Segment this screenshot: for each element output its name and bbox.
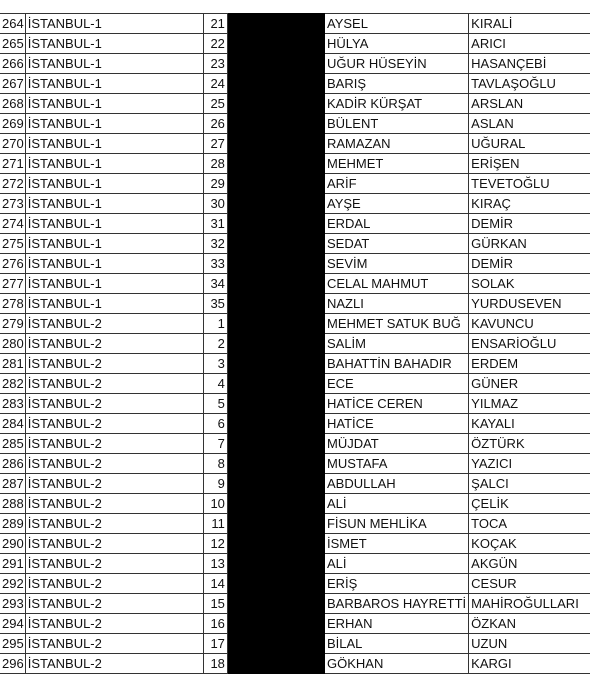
list-order-cell: 33	[204, 254, 228, 274]
last-name-cell: HASANÇEBİ	[469, 54, 590, 74]
redacted-cell	[227, 274, 324, 294]
redacted-cell	[227, 554, 324, 574]
list-order-cell: 16	[204, 614, 228, 634]
redacted-cell	[227, 94, 324, 114]
last-name-cell: SOLAK	[469, 274, 590, 294]
redacted-cell	[227, 14, 324, 34]
last-name-cell: ENSARİOĞLU	[469, 334, 590, 354]
list-order-cell: 34	[204, 274, 228, 294]
first-name-cell: AYSEL	[324, 14, 468, 34]
last-name-cell: GÜNER	[469, 374, 590, 394]
province-cell: İSTANBUL-2	[25, 574, 204, 594]
table-row	[0, 594, 590, 614]
row-number-cell: 282	[0, 374, 25, 394]
first-name-cell: MUSTAFA	[324, 454, 468, 474]
first-name-cell: MEHMET	[324, 154, 468, 174]
redacted-cell	[227, 334, 324, 354]
province-cell: İSTANBUL-1	[25, 54, 204, 74]
first-name-cell: AYŞE	[324, 194, 468, 214]
province-cell: İSTANBUL-1	[25, 94, 204, 114]
table-row	[0, 614, 590, 634]
redacted-cell	[227, 414, 324, 434]
list-order-cell: 9	[204, 474, 228, 494]
last-name-cell: YILMAZ	[469, 394, 590, 414]
table-row	[0, 314, 590, 334]
list-order-cell: 7	[204, 434, 228, 454]
table-row	[0, 234, 590, 254]
list-order-cell: 15	[204, 594, 228, 614]
table-row	[0, 434, 590, 454]
province-cell: İSTANBUL-1	[25, 294, 204, 314]
table-row	[0, 34, 590, 54]
province-cell: İSTANBUL-1	[25, 154, 204, 174]
table-row	[0, 274, 590, 294]
first-name-cell: HÜLYA	[324, 34, 468, 54]
last-name-cell: ASLAN	[469, 114, 590, 134]
province-cell: İSTANBUL-2	[25, 374, 204, 394]
row-number-cell: 272	[0, 174, 25, 194]
province-cell: İSTANBUL-1	[25, 14, 204, 34]
list-order-cell: 11	[204, 514, 228, 534]
first-name-cell: BAHATTİN BAHADIR	[324, 354, 468, 374]
list-order-cell: 25	[204, 94, 228, 114]
first-name-cell: ERDAL	[324, 214, 468, 234]
redacted-cell	[227, 614, 324, 634]
list-order-cell: 4	[204, 374, 228, 394]
last-name-cell: CESUR	[469, 574, 590, 594]
province-cell: İSTANBUL-2	[25, 634, 204, 654]
redacted-cell	[227, 454, 324, 474]
first-name-cell: ERİŞ	[324, 574, 468, 594]
row-number-cell: 289	[0, 514, 25, 534]
row-number-cell: 285	[0, 434, 25, 454]
province-cell: İSTANBUL-2	[25, 554, 204, 574]
row-number-cell: 294	[0, 614, 25, 634]
redacted-cell	[227, 374, 324, 394]
last-name-cell: ÇELİK	[469, 494, 590, 514]
province-cell: İSTANBUL-1	[25, 74, 204, 94]
row-number-cell: 267	[0, 74, 25, 94]
row-number-cell: 290	[0, 534, 25, 554]
list-order-cell: 23	[204, 54, 228, 74]
last-name-cell: KARGI	[469, 654, 590, 674]
row-number-cell: 271	[0, 154, 25, 174]
province-cell: İSTANBUL-2	[25, 654, 204, 674]
row-number-cell: 269	[0, 114, 25, 134]
first-name-cell: SEVİM	[324, 254, 468, 274]
first-name-cell: HATİCE CEREN	[324, 394, 468, 414]
province-cell: İSTANBUL-2	[25, 454, 204, 474]
last-name-cell: UĞURAL	[469, 134, 590, 154]
first-name-cell: BARIŞ	[324, 74, 468, 94]
first-name-cell: FİSUN MEHLİKA	[324, 514, 468, 534]
redacted-cell	[227, 474, 324, 494]
row-number-cell: 268	[0, 94, 25, 114]
redacted-cell	[227, 114, 324, 134]
province-cell: İSTANBUL-2	[25, 314, 204, 334]
list-order-cell: 8	[204, 454, 228, 474]
last-name-cell: UZUN	[469, 634, 590, 654]
redacted-cell	[227, 434, 324, 454]
first-name-cell: MEHMET SATUK BUĞ	[324, 314, 468, 334]
last-name-cell: AKGÜN	[469, 554, 590, 574]
redacted-cell	[227, 34, 324, 54]
redacted-cell	[227, 494, 324, 514]
redacted-cell	[227, 54, 324, 74]
list-order-cell: 6	[204, 414, 228, 434]
table-body	[0, 14, 590, 674]
last-name-cell: ÖZTÜRK	[469, 434, 590, 454]
last-name-cell: TOCA	[469, 514, 590, 534]
row-number-cell: 279	[0, 314, 25, 334]
redacted-cell	[227, 294, 324, 314]
redacted-cell	[227, 154, 324, 174]
table-row	[0, 554, 590, 574]
table-row	[0, 214, 590, 234]
list-order-cell: 31	[204, 214, 228, 234]
list-order-cell: 27	[204, 134, 228, 154]
list-order-cell: 28	[204, 154, 228, 174]
table-row	[0, 534, 590, 554]
row-number-cell: 281	[0, 354, 25, 374]
first-name-cell: RAMAZAN	[324, 134, 468, 154]
list-order-cell: 24	[204, 74, 228, 94]
last-name-cell: YAZICI	[469, 454, 590, 474]
row-number-cell: 296	[0, 654, 25, 674]
row-number-cell: 292	[0, 574, 25, 594]
table-row	[0, 454, 590, 474]
last-name-cell: KAYALI	[469, 414, 590, 434]
last-name-cell: KIRAÇ	[469, 194, 590, 214]
row-number-cell: 276	[0, 254, 25, 274]
row-number-cell: 283	[0, 394, 25, 414]
table-row	[0, 294, 590, 314]
list-order-cell: 2	[204, 334, 228, 354]
first-name-cell: BÜLENT	[324, 114, 468, 134]
table-row	[0, 94, 590, 114]
redacted-cell	[227, 534, 324, 554]
redacted-cell	[227, 654, 324, 674]
row-number-cell: 273	[0, 194, 25, 214]
list-order-cell: 18	[204, 654, 228, 674]
table-row	[0, 194, 590, 214]
row-number-cell: 288	[0, 494, 25, 514]
redacted-cell	[227, 594, 324, 614]
province-cell: İSTANBUL-1	[25, 194, 204, 214]
province-cell: İSTANBUL-1	[25, 254, 204, 274]
last-name-cell: ŞALCI	[469, 474, 590, 494]
table-row	[0, 14, 590, 34]
row-number-cell: 264	[0, 14, 25, 34]
row-number-cell: 266	[0, 54, 25, 74]
table-row	[0, 354, 590, 374]
row-number-cell: 293	[0, 594, 25, 614]
table-row	[0, 174, 590, 194]
redacted-cell	[227, 354, 324, 374]
first-name-cell: SEDAT	[324, 234, 468, 254]
table-row	[0, 474, 590, 494]
table-row	[0, 414, 590, 434]
row-number-cell: 275	[0, 234, 25, 254]
list-order-cell: 22	[204, 34, 228, 54]
list-order-cell: 3	[204, 354, 228, 374]
table-row	[0, 114, 590, 134]
row-number-cell: 280	[0, 334, 25, 354]
redacted-cell	[227, 194, 324, 214]
table-row	[0, 334, 590, 354]
province-cell: İSTANBUL-2	[25, 594, 204, 614]
first-name-cell: İSMET	[324, 534, 468, 554]
list-order-cell: 5	[204, 394, 228, 414]
last-name-cell: MAHİROĞULLARI	[469, 594, 590, 614]
last-name-cell: ARICI	[469, 34, 590, 54]
first-name-cell: CELAL MAHMUT	[324, 274, 468, 294]
province-cell: İSTANBUL-2	[25, 414, 204, 434]
redacted-cell	[227, 74, 324, 94]
last-name-cell: ERİŞEN	[469, 154, 590, 174]
first-name-cell: ALİ	[324, 554, 468, 574]
list-order-cell: 13	[204, 554, 228, 574]
province-cell: İSTANBUL-2	[25, 494, 204, 514]
first-name-cell: ARİF	[324, 174, 468, 194]
province-cell: İSTANBUL-1	[25, 234, 204, 254]
list-order-cell: 32	[204, 234, 228, 254]
first-name-cell: UĞUR HÜSEYİN	[324, 54, 468, 74]
first-name-cell: ALİ	[324, 494, 468, 514]
row-number-cell: 265	[0, 34, 25, 54]
list-order-cell: 30	[204, 194, 228, 214]
list-order-cell: 29	[204, 174, 228, 194]
last-name-cell: KIRALİ	[469, 14, 590, 34]
list-order-cell: 21	[204, 14, 228, 34]
redacted-cell	[227, 514, 324, 534]
table-row	[0, 574, 590, 594]
first-name-cell: SALİM	[324, 334, 468, 354]
province-cell: İSTANBUL-2	[25, 514, 204, 534]
table-row	[0, 254, 590, 274]
province-cell: İSTANBUL-1	[25, 274, 204, 294]
table-row	[0, 654, 590, 674]
province-cell: İSTANBUL-2	[25, 394, 204, 414]
first-name-cell: BARBAROS HAYRETTİ	[324, 594, 468, 614]
first-name-cell: KADİR KÜRŞAT	[324, 94, 468, 114]
row-number-cell: 284	[0, 414, 25, 434]
table-row	[0, 394, 590, 414]
first-name-cell: ERHAN	[324, 614, 468, 634]
row-number-cell: 286	[0, 454, 25, 474]
province-cell: İSTANBUL-2	[25, 474, 204, 494]
first-name-cell: MÜJDAT	[324, 434, 468, 454]
last-name-cell: KAVUNCU	[469, 314, 590, 334]
province-cell: İSTANBUL-1	[25, 34, 204, 54]
last-name-cell: DEMİR	[469, 214, 590, 234]
province-cell: İSTANBUL-1	[25, 214, 204, 234]
province-cell: İSTANBUL-2	[25, 334, 204, 354]
last-name-cell: TAVLAŞOĞLU	[469, 74, 590, 94]
first-name-cell: ECE	[324, 374, 468, 394]
table-row	[0, 494, 590, 514]
table-row	[0, 154, 590, 174]
last-name-cell: ÖZKAN	[469, 614, 590, 634]
table-row	[0, 374, 590, 394]
first-name-cell: ABDULLAH	[324, 474, 468, 494]
redacted-cell	[227, 134, 324, 154]
last-name-cell: YURDUSEVEN	[469, 294, 590, 314]
last-name-cell: ERDEM	[469, 354, 590, 374]
last-name-cell: DEMİR	[469, 254, 590, 274]
spreadsheet-table	[0, 13, 590, 674]
table-row	[0, 134, 590, 154]
last-name-cell: KOÇAK	[469, 534, 590, 554]
list-order-cell: 14	[204, 574, 228, 594]
province-cell: İSTANBUL-1	[25, 174, 204, 194]
table-row	[0, 74, 590, 94]
table-row	[0, 54, 590, 74]
province-cell: İSTANBUL-2	[25, 354, 204, 374]
row-number-cell: 278	[0, 294, 25, 314]
redacted-cell	[227, 174, 324, 194]
province-cell: İSTANBUL-2	[25, 434, 204, 454]
list-order-cell: 1	[204, 314, 228, 334]
row-number-cell: 270	[0, 134, 25, 154]
row-number-cell: 291	[0, 554, 25, 574]
redacted-cell	[227, 234, 324, 254]
province-cell: İSTANBUL-1	[25, 114, 204, 134]
redacted-cell	[227, 574, 324, 594]
first-name-cell: BİLAL	[324, 634, 468, 654]
first-name-cell: GÖKHAN	[324, 654, 468, 674]
list-order-cell: 17	[204, 634, 228, 654]
list-order-cell: 10	[204, 494, 228, 514]
row-number-cell: 277	[0, 274, 25, 294]
redacted-cell	[227, 394, 324, 414]
list-order-cell: 35	[204, 294, 228, 314]
table-row	[0, 514, 590, 534]
redacted-cell	[227, 254, 324, 274]
list-order-cell: 12	[204, 534, 228, 554]
redacted-cell	[227, 214, 324, 234]
list-order-cell: 26	[204, 114, 228, 134]
province-cell: İSTANBUL-2	[25, 614, 204, 634]
province-cell: İSTANBUL-2	[25, 534, 204, 554]
last-name-cell: TEVETOĞLU	[469, 174, 590, 194]
row-number-cell: 274	[0, 214, 25, 234]
first-name-cell: NAZLI	[324, 294, 468, 314]
table-row	[0, 634, 590, 654]
redacted-cell	[227, 314, 324, 334]
province-cell: İSTANBUL-1	[25, 134, 204, 154]
row-number-cell: 287	[0, 474, 25, 494]
row-number-cell: 295	[0, 634, 25, 654]
first-name-cell: HATİCE	[324, 414, 468, 434]
last-name-cell: GÜRKAN	[469, 234, 590, 254]
last-name-cell: ARSLAN	[469, 94, 590, 114]
redacted-cell	[227, 634, 324, 654]
